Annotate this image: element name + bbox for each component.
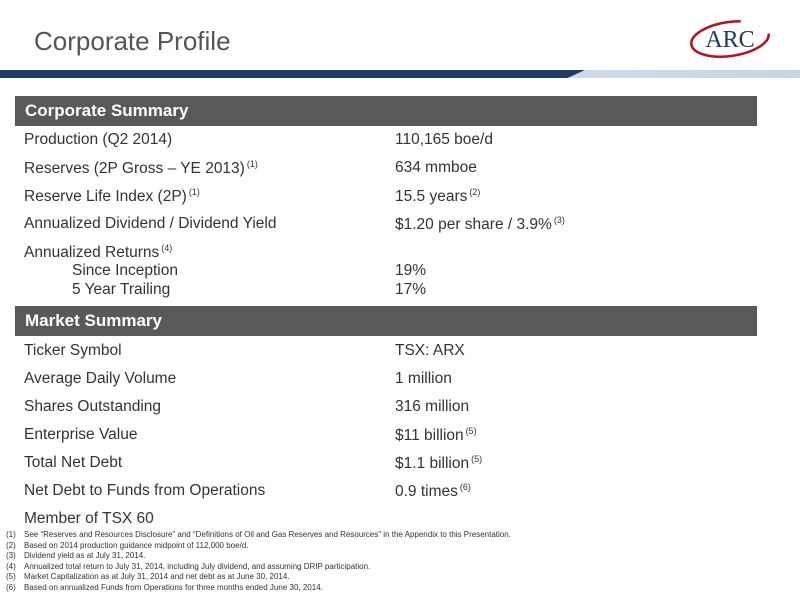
row-value: 15.5 years $^{(2)}$ [395,187,481,205]
row-label: Total Net Debt [24,454,123,471]
footnote-ref: (1) [246,159,258,169]
footnote-ref: (4) [161,243,173,253]
row-value: 17% [395,281,427,298]
row-label: Average Daily Volume [24,370,177,387]
row-label: Reserve Life Index (2P) $^{(1)}$ [24,187,200,205]
footnotes [6,530,511,593]
row-label: Member of TSX 60 [24,510,154,527]
row-label: 5 Year Trailing [72,281,171,298]
row-label: Production (Q2 2014) [24,131,173,148]
row-label: Reserves (2P Gross – YE 2013) $^{(1)}$ [24,159,258,177]
corporate-summary-header: Corporate Summary [15,96,757,126]
row-value: 0.9 times $^{(6)}$ [395,482,471,500]
row-label: Annualized Returns $^{(4)}$ [24,243,173,261]
row-label: Annualized Dividend / Dividend Yield [24,215,277,232]
row-value: 19% [395,262,427,279]
footnote: (6) Based on annualized Funds from Operations for three months ended June 30, 2014. [6,582,323,592]
row-value: 110,165 boe/d [395,131,493,148]
logo-text: ARC [705,27,755,53]
arc-logo [688,18,772,60]
footnote: (2) Based on 2014 production guidance midpoint of 112,000 boe/d. [6,540,249,550]
row-value: 634 mmboe [395,159,477,176]
footnote: (5) Market Capitalization as at July 31, 2014 and net debt as at June 30, 2014. [6,572,290,581]
page-title: Corporate Profile [34,26,231,56]
footnote-ref: (1) [188,187,200,197]
footnote-ref: (3) [553,215,565,225]
row-label: Shares Outstanding [24,398,162,415]
row-label: Net Debt to Funds from Operations [24,482,266,499]
row-label: Ticker Symbol [24,342,122,359]
row-label: Since Inception [72,262,178,279]
row-value: $11 billion $^{(5)}$ [395,426,477,444]
footnote-ref: (2) [469,187,481,197]
footnote-ref: (5) [471,454,483,464]
footnote-ref: (6) [459,482,471,492]
header-rule [0,70,585,78]
row-value: $1.1 billion $^{(5)}$ [395,454,483,472]
row-value: $1.20 per share / 3.9% $^{(3)}$ [395,215,565,233]
footnote: (1) See “Reserves and Resources Disclosure” and “Definitions of Oil and Gas Reserves and Resources” in the Appendix to this Presentation. [6,530,511,539]
footnote-ref: (5) [465,426,477,436]
row-label: Enterprise Value [24,426,138,443]
market-summary-header: Market Summary [15,306,757,336]
row-value: 1 million [395,370,452,387]
footnote: (3) Dividend yield as at July 31, 2014. [6,551,146,560]
row-value: 316 million [395,398,470,415]
row-value: TSX: ARX [395,342,465,359]
footnote: (4) Annualized total return to July 31, 2014, including July dividend, and assuming DRIP participation. [6,561,371,571]
